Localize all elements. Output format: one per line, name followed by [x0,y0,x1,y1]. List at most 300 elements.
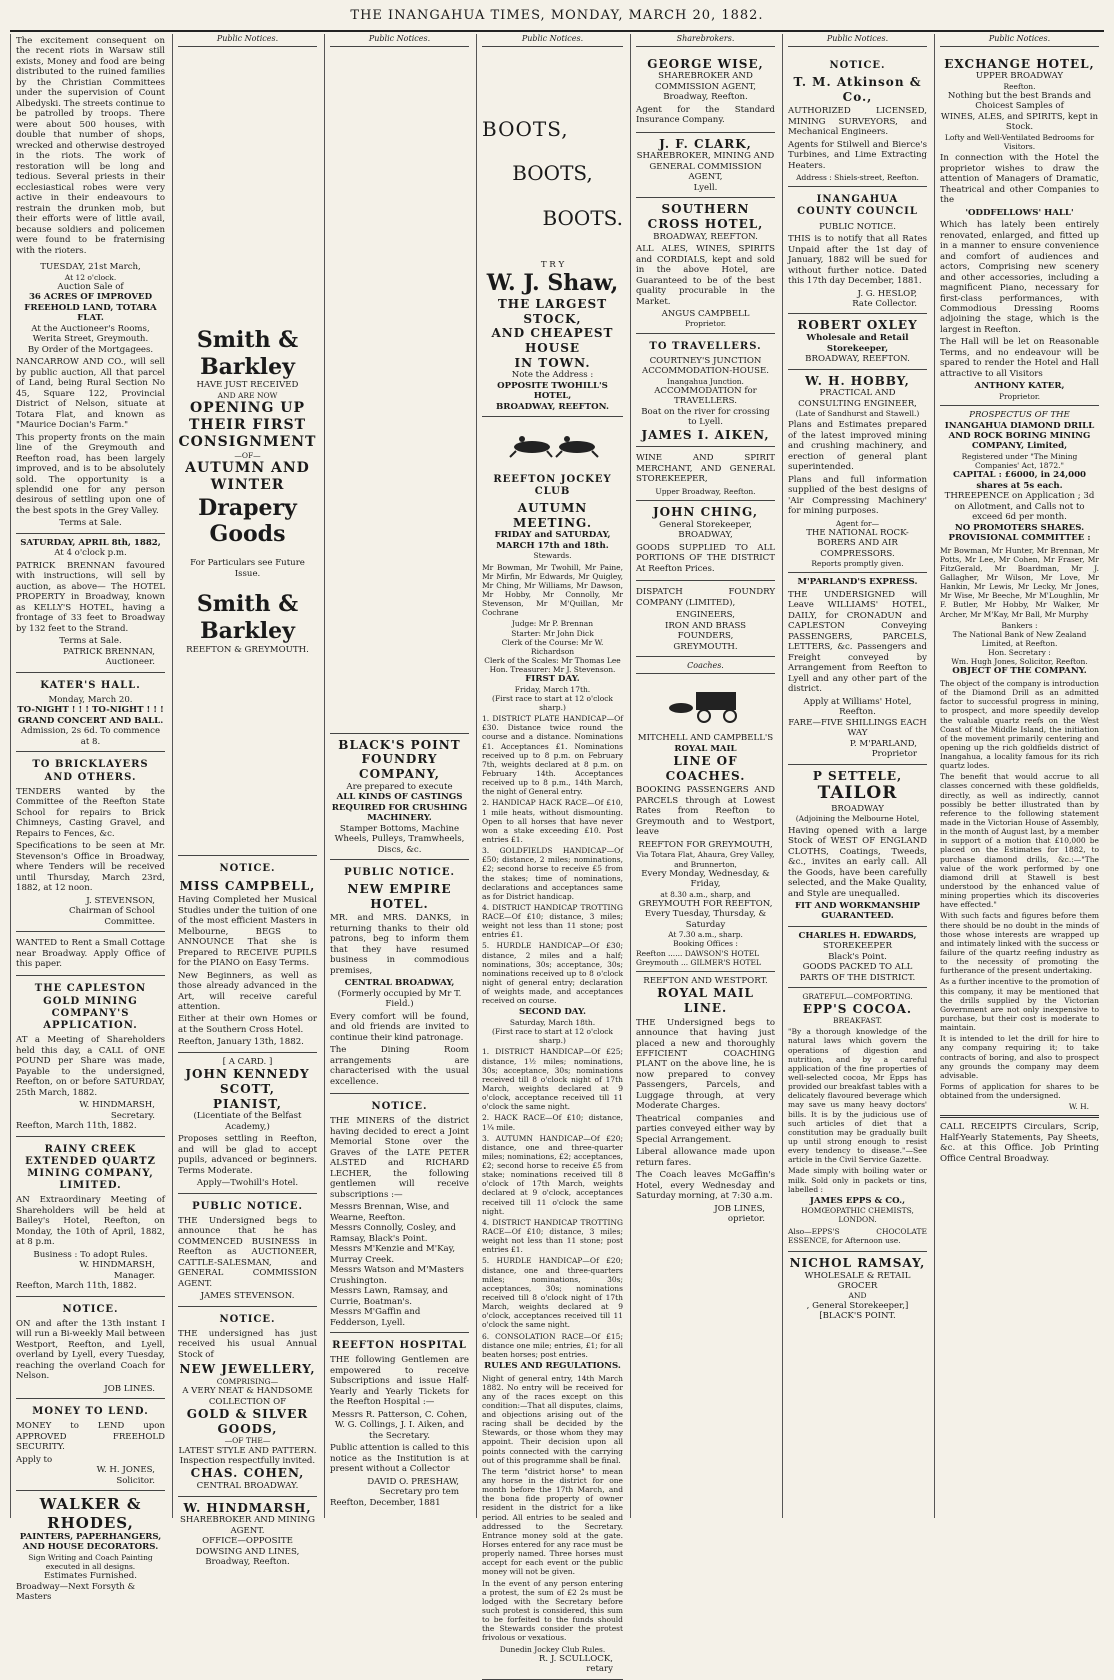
ching-goods: GOODS SUPPLIED TO ALL PORTIONS OF THE DISTRICT At Reefton Prices. [636,542,775,574]
campbell-ad [178,855,317,1053]
kennedy-ad [178,1053,317,1194]
bank: The National Bank of New Zealand Limited, at Reefton. [952,629,1087,649]
diamond-drill-ad [940,406,1099,1170]
exchange-reefton: Reefton. [1003,81,1036,91]
hobby-ad [788,370,927,574]
kennedy-text: Proposes settling in Reefton, and will be glad to accept pupils, advanced or beginners. Terms Moderate. [178,1134,317,1176]
atkinson: T. M. Atkinson & Co., [793,74,922,104]
campbell-notice: NOTICE. [219,863,276,875]
scully-sec: retary [586,1664,613,1675]
col-head-3: Public Notices. [330,34,469,47]
apply: Apply to [16,1454,53,1465]
hobby-text: PRACTICAL AND CONSULTING ENGINEER, [798,388,917,409]
meeting-dates: FRIDAY and SATURDAY, MARCH 17th and 18th. [494,530,611,551]
homeo: HOMŒOPATHIC CHEMISTS, [801,1206,914,1216]
via: Via Totara Flat, Ahaura, Grey Valley, and Brunnerton, [636,850,775,869]
epps-ad [788,988,927,1251]
ching-name: JOHN CHING, [652,505,759,520]
auction-place: At the Auctioneer's Rooms, Werita Street, Greymouth. [31,323,150,345]
pianist: PIANIST, [213,1096,282,1111]
jockey-club: REEFTON JOCKEY CLUB [493,473,612,497]
mitchell: MITCHELL AND CAMPBELL'S [637,733,774,744]
collector: Rate Collector. [852,299,917,309]
royal-text: THE Undersigned begs to announce that having just placed a new and thoroughly EFFICIENT COACHING PLANT on the above line, he is now prepared to convey Passengers, Parcels, and Luggage through, at very Moderate Charges. [636,1017,775,1112]
subscriber-4: Messrs Lawn, Ramsay, and Currie, Boatman's. [330,1286,448,1307]
second-day: SECOND DAY. [518,1007,587,1018]
at-2: At 7.30 a.m., sharp. [668,930,743,940]
cohen: CHAS. COHEN, [190,1466,305,1481]
jones-7: Wm. Hugh Jones, Solicitor, Reefton. [951,657,1088,667]
southern-cross: SOUTHERN CROSS HOTEL, [647,202,764,231]
notice-head: NOTICE. [62,1303,119,1315]
jewellery-text: THE undersigned has just received his usual Annual Stock of [178,1328,317,1360]
solicitor: Solicitor. [116,1475,155,1486]
shaw-name: W. J. Shaw, [486,270,619,297]
particulars: For Particulars see Future Issue. [190,558,305,579]
made: Made simply with boiling water or milk. Sold only in packets or tins, labelled : [788,1166,927,1194]
royal-line: ROYAL MAIL LINE. [657,986,754,1015]
prop-2: oprietor. [727,1214,765,1225]
public-notice: PUBLIC NOTICE. [192,1200,303,1212]
blacks-2: [BLACK'S POINT. [819,1311,896,1322]
opposite: OPPOSITE TWOHILL'S HOTEL, [497,380,608,402]
hospital: REEFTON HOSPITAL [332,1340,467,1352]
received: HAVE JUST RECEIVED [196,380,299,391]
walker-footer: Broadway—Next Forsyth & Masters [16,1581,136,1603]
intended: It is intended to let the drill for hire to any company requiring it; to take contracts of boring, and also to prospect any grounds the company may deem advisable. [940,1034,1099,1080]
terms-2: Terms at Sale. [59,636,122,647]
divider [940,1115,1099,1118]
clark-ad [636,133,775,199]
aiken-ad [636,447,775,501]
katers-date: Monday, March 20. [48,694,133,705]
smith-barkley-2: Smith & Barkley [196,591,299,645]
preshaw-title: Secretary pro tem [379,1487,459,1498]
hind-text: SHAREBROKER AND MINING AGENT. [180,1515,315,1536]
promoters: NO PROMOTERS SHARES. [954,522,1085,533]
rainy-text: AN Extraordinary Meeting of Shareholders will be held at Bailey's Hotel, Reefton, on Monday, the 10th of April, 1882, at 8 p.m. [16,1195,165,1248]
wines: WINES, ALES, and SPIRITS, kept in Stock. [940,111,1099,133]
royal-line-ad [636,972,775,1229]
boots-1: BOOTS, [482,116,569,141]
col-head-7: Public Notices. [940,34,1099,47]
memorial-notice: NOTICE. [371,1101,428,1113]
wanted-ad [16,932,165,976]
comfort: Every comfort will be found, and old friends are invited to continue their kind patronage. [330,1011,469,1043]
mortgagees: By Order of the Mortgagees. [27,344,154,355]
note: Note the Address : [511,370,594,381]
council-ad [788,187,927,314]
race-3: 3. GOLDFIELDS HANDICAP—Of £50; distance, 2 miles; nominations, £2; second horse to receive £5 from the stakes; time of nominations, declarations and acceptances same as for District handicap. [482,846,623,901]
atkinson-ad [788,53,927,187]
largest: THE LARGEST STOCK, [497,297,608,326]
brennan-title: Auctioneer. [105,657,155,668]
subscriber-1: Messrs Connolly, Cosley, and Ramsay, Black's Point. [330,1223,456,1244]
cohen-place: CENTRAL BROADWAY. [196,1481,299,1492]
clark-name: J. F. CLARK, [659,136,752,151]
aiken-place: Upper Broadway, Reefton. [655,486,756,496]
katers-hall: KATER'S HALL. [40,679,141,691]
capleston-ad [16,976,165,1136]
miners: THE MINERS of the district having decided to erect a Joint Memorial Stone over the Graves of the LATE PETER ALSTED and RICHARD LECHER, the following gentlemen will receive subscriptions :— [330,1116,469,1200]
ramsay-and: AND [848,1291,867,1301]
race-8: 3. AUTUMN HANDICAP—Of £20; distance, one and three-quarter miles; nominations, £2; acceptances, £2; second horse to receive £5 from stake; nominations received till 8 o'clock of 17th March, weights declared at 9 o'clock, acceptances received till 11 o'clock the same night. [482,1133,623,1216]
estimates: Estimates Furnished. [44,1571,137,1582]
office: OFFICE—OPPOSITE DOWSING AND LINES, [195,1536,300,1557]
race-5: 5. HURDLE HANDICAP—Of £30; distance, 2 miles and a half; nominations, 30s; acceptance, 30s; nominations received up to 8 o'clock night of general entry; declaration of weights made, and acceptances received on course. [482,941,623,1006]
hindmarsh-sig-2: W. HINDMARSH, [79,1260,155,1271]
rock: THE NATIONAL ROCK-BORERS AND AIR COMPRESSORS. [806,527,909,559]
lofty: Lofty and Well-Ventilated Bedrooms for Visitors. [944,132,1095,152]
judge: Judge: Mr P. Brennan [511,619,594,629]
edwards-place: Black's Point. [828,951,887,962]
race-9: 4. DISTRICT HANDICAP TROTTING RACE—Of £10; distance, 3 miles; weight not less than 11 stone; post entries £1. [482,1217,623,1255]
capital: CAPITAL : £6000, in 24,000 shares at 5s each. [952,470,1087,491]
campbell-name: MISS CAMPBELL, [179,878,316,893]
walker-name: WALKER & RHODES, [39,1495,142,1532]
kater: ANTHONY KATER, [974,381,1065,392]
goods: GOODS PACKED TO ALL PARTS OF THE DISTRICT. [799,962,916,983]
grey-reefton: GREYMOUTH FOR REEFTON, [638,898,773,909]
oddfellows: 'ODDFELLOWS' HALL' [965,207,1074,218]
walker-ad [16,1491,165,1606]
column-7 [934,34,1104,1518]
scully-title: Dunedin Jockey Club Rules. [499,1644,606,1654]
tenders-text: TENDERS wanted by the Committee of the Reefton State School for repairs to Brick Chimneys, Casting Gravel, and Repairs to Fences, &c. [16,786,165,839]
drapery: Drapery Goods [198,494,297,548]
oxley-t: Wholesale and Retail [806,333,909,344]
dispatch-ad [636,581,775,657]
dining: The Dining Room arrangements are characterised with the usual excellence. [330,1045,469,1087]
edwards-ad [788,927,927,988]
breakfast: BREAKFAST. [832,1016,883,1026]
southern-ad [636,198,775,333]
atkinson-text: AUTHORIZED LICENSED, MINING SURVEYORS, and Mechanical Engineers. [788,106,927,138]
town: IN TOWN. [514,355,591,370]
race-1: 1. DISTRICT PLATE HANDICAP—Of £30. Distance twice round the course and a distance. Nominations £1. Acceptances £1. Nominations received up to 8 p.m. on February 7th, weights declared at 8 p.m. on February 14th. Acceptances received up to 8 p.m., 14th March, the night of General entry. [482,714,623,797]
coaches-ad [636,657,775,972]
rules-text-3: In the event of any person entering a protest, the sum of £2 2s must be lodged with the Secretary before such protest is considered, this sum to be forfeited to the funds should the Stewards consider the protest frivolous or vexatious. [482,1578,623,1643]
dispatch: DISPATCH FOUNDRY COMPANY (LIMITED), [636,587,775,608]
meeting: AUTUMN MEETING. [512,501,593,530]
engineers: ENGINEERS, [676,610,735,621]
preshaw-date: Reefton, December, 1881 [330,1497,441,1508]
gold-silver: GOLD & SILVER GOODS, [186,1407,309,1436]
beginners: New Beginners, as well as those already advanced in the Art, will receive careful attention. [178,970,317,1012]
col-head-2: Public Notices. [178,34,317,47]
bricklayers-ad [16,752,165,932]
foundry-ad [330,733,469,860]
kennedy-name: JOHN KENNEDY SCOTT, [185,1067,310,1097]
column-4 [476,34,628,1675]
stevenson-title: Chairman of School Committee. [68,906,155,927]
angus: ANGUS CAMPBELL [661,309,750,319]
race-7: 2. HACK RACE—Of £10; distance, 1¼ mile. [482,1113,623,1132]
assorted: A VERY NEAT & HANDSOME COLLECTION OF [182,1386,313,1407]
exchange-ad [940,53,1099,406]
column-5 [630,34,780,1518]
storekeeper: Storekeeper, [826,343,889,354]
committee-names: Mr Bowman, Mr Hunter, Mr Brennan, Mr Potts, Mr Lee, Mr Cohen, Mr Fraser, Mr FitzGerald, Mr Boardman, Mr J. Gallagher, Mr Wilson, Mr Love, Mr Hankin, Mr Lewis, Mr Lecky, Mr Jones, Mr Wise, Mr Beeche, Mr M'Loughlin, Mr F. Butler, Mr Hobby, Mr Walker, Mr Archer, Mr M'Kay, Mr Ball, Mr Murphy [940,545,1099,619]
terms-1: Terms at Sale. [59,518,122,529]
reports: Reports promptly given. [811,559,904,569]
money-ad [16,1399,165,1491]
ching-place: BROADWAY, [678,530,733,541]
plans: Plans and Estimates prepared of the latest improved mining and crushing machinery, and erection of general plant superintended. [788,420,927,473]
stevenson-sig: J. STEVENSON, [86,895,155,906]
masthead: THE INANGAHUA TIMES, MONDAY, MARCH 20, 1882. [10,8,1104,32]
hindmarsh-title: Secretary. [110,1110,155,1121]
wise-name: GEORGE WISE, [647,56,764,71]
danks: MR. and MRS. DANKS, in returning thanks to their old patrons, beg to inform them that they have resumed business in commodious premises, [330,913,469,976]
benefit: The benefit that would accrue to all classes concerned with these goldfields, directly, as well as indirectly, cannot possibly be better illustrated than by reference to the following statement made in the Victorian House of Assembly, in the month of August last, by a member in support of a motion that £10,000 be placed on the Estimates for 1882, to purchase diamond drills, &c.:—"The value of the work performed by one diamond drill at Stawell is best understood by the enhanced value of mining properties which its discoveries have effected." [940,772,1099,910]
hobby: W. H. HOBBY, [805,373,910,388]
wise-place: Broadway, Reefton. [663,92,748,103]
col-head-6: Public Notices. [788,34,927,47]
clark-text: SHAREBROKER, MINING AND GENERAL COMMISSION AGENT, [636,151,775,183]
call-receipts: CALL RECEIPTS Circulars, Scrip, Half-Yearly Statements, Pay Sheets, &c. at this Office. Job Printing Office Central Broadway. [940,1122,1099,1164]
memorial-ad [330,1094,469,1333]
reefton-westport: REEFTON AND WESTPORT. [643,975,768,986]
mail-text: ON and after the 13th instant I will run a Bi-weekly Mail between Westport, Reefton, and Lyell, overland by Lyell, every Tuesday, reaching the overland Coach for Nelson. [16,1318,165,1382]
epps: EPP'S COCOA. [802,1001,913,1016]
connection: In connection with the Hotel the proprietor wishes to draw the attention of Managers of Dramatic, Theatrical and other Companies to the [940,153,1099,206]
rules-text-2: The term "district horse" to mean any horse in the district for one month before the 17th March, and the bona fide property of owner resident in the district for a like period. All entries to be sealed and addressed to the Secretary. Entrance money sold at the gate. Horses entered for any race must be properly named. Three horses must accept for each event or the public money will not be given. [482,1466,623,1577]
broadway: BROADWAY, REEFTON. [496,401,609,412]
empire: NEW EMPIRE HOTEL. [347,882,452,911]
coach-illustration [666,686,766,724]
col-head-4: Public Notices. [482,34,623,47]
tailor: TAILOR [817,783,898,804]
express-apply: Apply at Williams' Hotel, Reefton. [803,696,912,718]
pub-notice: PUBLIC NOTICE. [344,867,455,879]
and-now: AND ARE NOW [217,390,278,400]
office-1: Reefton ...... DAWSON'S HOTEL [636,948,760,958]
southern-place: BROADWAY, REEFTON. [653,231,758,242]
every-2: Every Tuesday, Thursday, & Saturday [644,909,767,930]
column-3-blank [330,53,469,733]
auction-head: Auction Sale of [57,281,124,292]
ramsay: NICHOL RAMSAY, [789,1255,926,1270]
column-1 [10,34,170,1603]
oxley: ROBERT OXLEY [797,318,918,333]
tonight: TO-NIGHT ! ! ! TO-NIGHT ! ! ! [17,705,164,716]
mail-ad [16,1297,165,1400]
castings: ALL KINDS OF CASTINGS REQUIRED FOR CRUSHING MACHINERY. [331,792,468,824]
race-11: 6. CONSOLATION RACE—Of £15; distance one mile; entries, £1; for all beaten horses; post entries. [482,1331,623,1359]
col-head-5: Sharebrokers. [636,34,775,47]
inspection: Inspection respectfully invited. [179,1455,316,1466]
column-2 [172,34,322,1568]
wise-ad [636,53,775,133]
settele-broadway: BROADWAY [831,803,884,814]
shaw-ad [482,53,623,418]
riots-article: The excitement consequent on the recent riots in Warsaw still exists, Money and food are being distributed to the ruined families by the Christian Committees under the supervision of Count Albedyski. The streets continue to be patrolled by troops. There were about 500 houses, with double that number of shops, wrecked and otherwise destroyed in the riots. The work of restoration will be long and tedious. Several priests in their ecclesiastical robes were very active in their endeavours to restrain the drunken mob, but their efforts were of little avail, because soldiers and policemen were found to be fraternising with the rioters. [16,36,165,256]
stevenson-text: THE Undersigned begs to announce that he has COMMENCED BUSINESS in Reefton as AUCTIONEER, CATTLE-SALESMAN, and GENERAL COMMISSION AGENT. [178,1215,317,1289]
rates: THIS is to notify that all Rates Unpaid after the 1st day of January, 1882 will be sued for without further notice. Dated this 17th day December, 1881. [788,234,927,287]
angus-prop: Proprietor. [684,319,727,329]
manager: Manager. [113,1270,155,1281]
registered: Registered under "The Mining Companies' Act, 1872." [961,451,1078,471]
accom: ACCOMMODATION for TRAVELLERS. [654,385,757,407]
aiken: JAMES I. AIKEN, [641,427,770,442]
nancarrow-text-2: This property fronts on the main line of the Greymouth and Reefton road, has been largely improved, and is to be absolutely sold. The opportunity is a splendid one for any person desirous of settling upon one of the best spots in the Grey Valley. [16,432,165,516]
coaches-head: Coaches. [636,661,775,674]
hospital-attn: Public attention is called to this notice as the Institution is at present without a Collector [330,1443,469,1475]
subscriber-3: Messrs Watson and M'Masters Crushington. [330,1265,464,1286]
bankers: Bankers : [1001,620,1038,630]
hall-text: Which has lately been entirely renovated, enlarged, and fitted up in a manner to ensure convenience and comfort of audiences and actors, Comprising new scenery and other accessories, including a magnificent Piano, necessary for first-class performances, with Commodious Dressing Rooms adjoining the stage, which is the largest in Reefton. [940,220,1099,335]
jewellery-ad [178,1307,317,1497]
capleston-text: AT a Meeting of Shareholders held this day, a CALL of ONE POUND per Share was made, Payable to the undersigned, Reefton, on or before SATURDAY, 25th March, 1882. [16,1035,165,1098]
race-6: 1. DISTRICT HANDICAP—Of £25; distance, 1½ miles; nominations, 30s; acceptance, 30s; nominations received till 8 o'clock night of 17th March, weights declared at 9 o'clock, acceptance received till 11 o'clock the same night. [482,1047,623,1112]
settele-ad [788,765,927,927]
hind-name: W. HINDMARSH, [183,1500,312,1515]
nothing: Nothing but the best Brands and Choicest Samples of [947,91,1092,112]
mparland-prop: Proprietor [871,749,917,760]
wise-text: SHAREBROKER AND COMMISSION AGENT, [655,71,756,92]
prepared: Are prepared to execute [346,781,453,792]
licentiate: (Licentiate of the Belfast Academy,) [193,1111,302,1132]
coach-leaves: The Coach leaves McGaffin's Hotel, every Wednesday and Saturday morning, at 7:30 a.m. [636,1170,775,1202]
first-start: (First race to start at 12 o'clock sharp.) [492,693,613,712]
ramsay-ad [788,1252,927,1326]
aiken-text: WINE AND SPIRIT MERCHANT, AND GENERAL STOREKEEPER, [636,453,775,485]
scales: Clerk of the Scales: Mr Thomas Lee [484,655,621,665]
kater-t: Proprietor. [998,391,1041,401]
heslop: J. G. HESLOP, [857,288,917,299]
express-text: THE UNDERSIGNED will Leave WILLIAMS' HOTEL, DAILY, for CRONADUN and CAPLESTON Conveying PASSENGERS, PARCELS, LETTERS, &c. Passengers and Freight conveyed by Arrangement from Reefton to Lyell and any other part of the district. [788,589,927,695]
address: Address : Shiels-street, Reefton. [796,173,919,183]
race-2: 2. HANDICAP HACK RACE—Of £10, 1 mile heats, without dismounting. Open to all horses that have never won a stake exceeding £10. Post entries £1. [482,798,623,844]
sat-date: SATURDAY, APRIL 8th, 1882, [20,537,161,548]
scully: R. J. SCULLOCK, [538,1653,613,1664]
try: T R Y [540,259,565,270]
hindmarsh-ad [178,1497,317,1572]
jockey-ad [482,417,623,1679]
auction-date: TUESDAY, 21st March, [40,262,141,273]
first-date: Friday, March 17th. [514,684,591,694]
wh: W. H. [1068,1102,1089,1112]
stamper: Stamper Bottoms, Machine Wheels, Pulleys, Tramwheels, Discs, &c. [334,823,465,855]
boots-2: BOOTS, [512,161,593,186]
every-1: Every Monday, Wednesday, & Friday, [641,868,770,890]
rainy-head: RAINY CREEK EXTENDED QUARTZ MINING COMPANY, LIMITED. [25,1143,156,1192]
office-place: Broadway, Reefton. [205,1557,290,1568]
reefton-date-2: Reefton, March 11th, 1882. [16,1281,137,1292]
auction-ad [16,258,165,534]
courtney: COURTNEY'S JUNCTION ACCOMMODATION-HOUSE. [642,355,769,377]
oxley-place: BROADWAY, REEFTON. [805,354,910,365]
agents: Agents for Stilwell and Bierce's Turbines, and Lime Extracting Heaters. [788,139,927,171]
hall-let: The Hall will be let on Reasonable Terms, and no endeavour will be spared to render the Hotel and Hall attractive to all Visitors [940,337,1099,379]
theatrical: Theatrical companies and parties conveyed either way by Special Arrangement. [636,1113,775,1145]
opening: OPENING UP THEIR FIRST CONSIGNMENT [178,400,317,451]
hon-secretary: Hon. Secretary : [988,648,1051,658]
stevenson-ad [178,1194,317,1307]
job-lines: JOB LINES. [104,1383,155,1394]
reefton-grey: REEFTON FOR GREYMOUTH, [638,839,773,850]
edwards: CHARLES H. EDWARDS, [798,930,917,941]
column-3 [324,34,474,1518]
booking-offices: Booking Offices : [673,939,738,949]
reefton-date-1: Reefton, March 11th, 1882. [16,1121,137,1132]
hospital-text: THE following Gentlemen are empowered to receive Subscriptions and issue Half-Yearly and Yearly Tickets for the Reefton Hospital :— [330,1355,469,1408]
campbell-text: Having Completed her Musical Studies under the tuition of one of the most efficient Masters in Melbourne, BEGS to ANNOUNCE That she is Prepared to RECEIVE PUPILS for the PIANO on Easy Terms. [178,895,317,969]
ching-ad [636,501,775,581]
boots-3: BOOTS. [542,205,623,230]
capleston-head: THE CAPLESTON GOLD MINING COMPANY'S APPLICATION. [34,983,147,1032]
sat-time: At 4 o'clock p.m. [54,548,127,559]
atkinson-notice: NOTICE. [829,59,886,71]
second-date: Saturday, March 18th. [509,1017,596,1027]
inangahua-jn: Inangahua Junction. [667,376,744,386]
column-6 [782,34,932,1518]
shares: With such facts and figures before them there should be no doubt in the minds of those whose interests are wrapped up and intimately linked with the success or failure of the quartz reefing industry as to the necessity of promoting the furtherance of the present undertaking. [940,911,1099,976]
promotion: As a further incentive to the promotion of this company, it may be mentioned that the drills supplied by the Victorian Government are not only inexpensive to purchase, but their cost is moderate to maintain. [940,977,1099,1033]
wise-agent: Agent for the Standard Insurance Company. [636,104,775,126]
steward-names: Mr Bowman, Mr Twohill, Mr Paine, Mr Mirfin, Mr Edwards, Mr Quigley, Mr Ching, Mr Williams, Mr Dawson, Mr Hobby, Mr Connolly, Mr Stevenson, Mr M'Quillan, Mr Cochrane [482,562,623,618]
brennan-sig: PATRICK BRENNAN, [62,646,155,657]
subscriber-2: Messrs M'Kenzie and M'Kay, Murray Creek. [330,1244,456,1265]
also: Also—EPPS'S CHOCOLATE ESSENCE, for Afternoon use. [788,1226,927,1245]
auction-time: At 12 o'clock. [64,272,117,282]
nancarrow-text: NANCARROW AND CO., will sell by public auction, All that parcel of Land, being Rural Section No 45, Square 122, Provincial District of Nelson, situate at Totara Flat, and known as "Maurice Docian's Farm." [16,357,165,431]
bricklayers-head: TO BRICKLAYERS AND OTHERS. [32,759,149,783]
diamond: INANGAHUA DIAMOND DRILL AND ROCK BORING MINING COMPANY, Limited, [944,420,1095,452]
second-start: (First race to start at 12 o'clock sharp.) [492,1027,613,1046]
jewellery-notice: NOTICE. [219,1313,276,1325]
either: Either at their own Homes or at the Southern Cross Hotel. [178,1014,317,1035]
concert: GRAND CONCERT AND BALL. [17,715,164,726]
general: , General Storekeeper,] [806,1300,909,1311]
grateful: GRATEFUL—COMFORTING. [802,992,913,1002]
prospectus: PROSPECTUS OF THE [969,410,1070,421]
campbell-date: Reefton, January 13th, 1882. [178,1037,304,1048]
express-ad [788,573,927,764]
plans-2: Plans and full information supplied of the best designs of 'Air Compressing Machinery' for mining purposes. [788,474,927,517]
liberal: Liberal allowance made upon return fares. [636,1147,775,1168]
office-2: Greymouth ... GILMER'S HOTEL [636,957,761,967]
adjoining: (Adjoining the Melbourne Hotel, [795,814,920,824]
travellers: TO TRAVELLERS. [649,340,762,352]
rules: RULES AND REGULATIONS. [484,1361,621,1372]
card: [ A CARD. ] [222,1056,273,1067]
starter: Starter: Mr John Dick [511,628,594,638]
admission: Admission, 2s 6d. To commence at 8. [20,726,161,747]
katers-ad [16,673,165,753]
stewards: Stewards. [533,551,572,561]
mparland: P. M'PARLAND, [849,738,917,749]
hospital-names: Messrs R. Patterson, C. Cohen, W. G. Collings, J. I. Aiken, and the Secretary. [331,1409,468,1441]
jepps: JAMES EPPS & CO., [809,1195,906,1206]
empire-ad [330,860,469,1094]
subscriber-5: Messrs M'Gaffin and Fedderson, Lyell. [330,1307,421,1328]
settele-stock: Having opened with a large Stock of WEST OF ENGLAND CLOTHS, Coatings, Tweeds, &c., invites an early call. All the Goods, have been carefully selected, and the Make Quality, and Style are unequalled. [788,825,927,899]
first-day: FIRST DAY. [525,674,580,685]
money-head: MONEY TO LEND. [32,1406,149,1418]
signwriting: Sign Writing and Coach Painting executed in all designs. [28,1552,153,1572]
oxley-ad [788,314,927,369]
ching-title: General Storekeeper, [659,519,752,530]
object: OBJECT OF THE COMPANY. [952,666,1087,677]
joblines-2: JOB LINES, [714,1203,765,1214]
jones-sig: W. H. JONES, [96,1465,155,1476]
boat: Boat on the river for crossing to Lyell. [641,406,770,428]
rules-text: Night of general entry, 14th March 1882. No entry will be received for any of the races except on this condition:—That all disputes, claims, and objections arising out of the racing shall be decided by the Stewards, or those whom they may appoint. Their decision upon all points connected with the carrying out of this programme shall be final. [482,1373,623,1465]
cheapest: AND CHEAPEST HOUSE [491,326,614,356]
race-4: 4. DISTRICT HANDICAP TROTTING RACE—Of £10; distance, 3 miles; weight not less than 11 stone; post entries £1. [482,902,623,940]
